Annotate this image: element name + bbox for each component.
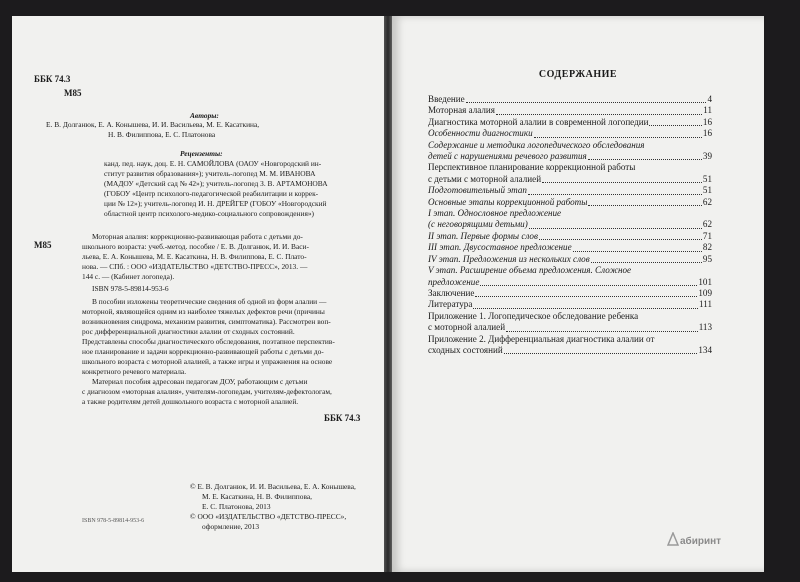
toc-leader	[534, 137, 702, 138]
toc-entry	[428, 94, 712, 105]
bbk-index-top: ББК 74.3	[34, 74, 71, 84]
toc-page-number: 113	[698, 322, 712, 333]
labirint-logo-icon	[667, 532, 679, 546]
toc-page-number: 16	[702, 116, 712, 127]
toc-page-number: 82	[702, 242, 712, 253]
toc-entry	[428, 128, 712, 139]
toc-entry-title: Содержание и методика логопедического обследования	[428, 139, 645, 150]
toc-page-number: 11	[703, 105, 712, 116]
toc-leader	[588, 205, 702, 206]
copyright-line: оформление, 2013	[202, 522, 260, 531]
copyright-line: © ООО «ИЗДАТЕЛЬСТВО «ДЕТСТВО-ПРЕСС»,	[190, 512, 347, 521]
toc-page-number: 111	[699, 299, 712, 310]
toc-page-number: 62	[702, 196, 712, 207]
toc-leader	[649, 125, 701, 126]
toc-entry	[428, 265, 712, 288]
abstract-line: возникновения синдрома, механизм развития, симптоматика). Рассмотрен воп-	[82, 317, 331, 326]
toc-page-number: 39	[702, 151, 712, 162]
toc-entry	[428, 299, 712, 310]
toc-leader	[528, 194, 702, 195]
toc-entry-title: сходных состояний	[428, 344, 503, 355]
toc-page-number: 62	[702, 219, 712, 230]
copyright-line: © Е. В. Долганюк, И. И. Васильева, Е. А. Конышева,	[190, 482, 356, 491]
toc-entry	[428, 140, 712, 163]
toc-entry-title: Основные этапы коррекционной работы	[428, 196, 588, 207]
citation-line: Моторная алалия: коррекционно-развивающая работа с детьми до-	[92, 232, 303, 241]
toc-entry-title: Приложение 2. Дифференциальная диагностика алалии от	[428, 333, 655, 344]
citation-line: нова. — СПб. : ООО «ИЗДАТЕЛЬСТВО «ДЕТСТВО-ПРЕСС», 2013. —	[82, 262, 308, 271]
table-of-contents	[428, 94, 712, 356]
abstract-line: ное планирование и задачи коррекционно-развивающей работы с детьми до-	[82, 347, 324, 356]
authors-line: Е. В. Долганюк, Е. А. Конышева, И. И. Васильева, М. Е. Касаткина,	[46, 120, 260, 129]
toc-entry-title: предложение	[428, 276, 480, 287]
toc-page-number: 51	[702, 173, 712, 184]
isbn: ISBN 978-5-89814-953-6	[92, 284, 169, 293]
abstract-line: рос дифференциальной диагностики алалии от сходных состояний.	[82, 327, 295, 336]
abstract-line: моторной, являющейся одним из наиболее тяжелых дефектов речи (причины	[82, 307, 325, 316]
copyright-line: М. Е. Касаткина, Н. В. Филиппова,	[202, 492, 312, 501]
watermark: абиринт	[680, 536, 722, 547]
toc-entry-title: Литература	[428, 299, 473, 310]
toc-entry-title: Приложение 1. Логопедическое обследование ребенка	[428, 310, 639, 321]
toc-entry	[428, 162, 712, 185]
toc-entry	[428, 254, 712, 265]
abstract-line: школьного возраста с моторной алалией, а также игры и упражнения на основе	[82, 357, 333, 366]
isbn-bottom: ISBN 978-5-89814-953-6	[82, 518, 145, 524]
toc-leader	[542, 182, 702, 183]
toc-leader	[473, 308, 698, 309]
toc-entry	[428, 208, 712, 231]
toc-page-number: 101	[698, 276, 712, 287]
citation-line: 144 с. — (Кабинет логопеда).	[82, 272, 175, 281]
toc-leader	[504, 353, 698, 354]
toc-leader	[496, 114, 702, 115]
toc-entry-title: Диагностика моторной алалии в современной логопедии	[428, 116, 649, 127]
abstract-line: конкретного речевого материала.	[82, 367, 187, 376]
toc-entry-title: с моторной алалией	[428, 322, 506, 333]
toc-entry-title: с детьми с моторной алалией	[428, 173, 542, 184]
toc-entry	[428, 242, 712, 253]
toc-entry-title: Перспективное планирование коррекционной работы	[428, 162, 636, 173]
toc-title: СОДЕРЖАНИЕ	[538, 69, 618, 80]
toc-entry-title: IV этап. Предложения из нескольких слов	[428, 253, 590, 264]
toc-leader	[573, 251, 702, 252]
abstract-line: а также родителям детей дошкольного возраста с моторной алалией.	[82, 397, 299, 406]
toc-leader	[591, 262, 702, 263]
abstract-line: Материал пособия адресован педагогам ДОУ, работающим с детьми	[92, 377, 308, 386]
toc-entry-title: Подготовительный этап	[428, 185, 527, 196]
reviewers-line: (ГОБОУ «Центр психолого-педагогической реабилитации и коррек-	[104, 189, 319, 198]
reviewers-heading: Рецензенты:	[180, 149, 223, 158]
bbk-index-bottom: ББК 74.3	[324, 413, 361, 423]
abstract-line: В пособии изложены теоретические сведения об одной из форм алалии —	[92, 297, 327, 306]
toc-leader	[529, 228, 702, 229]
left-page	[12, 16, 384, 572]
toc-leader	[480, 285, 697, 286]
toc-entry	[428, 231, 712, 242]
toc-leader	[466, 102, 707, 103]
author-mark-top: М85	[64, 88, 82, 98]
reviewers-line: ститут развития образования»); учитель-логопед М. М. ИВАНОВА	[104, 169, 316, 178]
reviewers-line: ции № 12»); учитель-логопед И. Н. ДРЕЙГЕР (ГОБОУ «Новгородский	[104, 199, 327, 208]
toc-page-number: 71	[702, 230, 712, 241]
toc-entry-title: III этап. Двусоставное предложение	[428, 242, 572, 253]
reviewers-line: областной центр психолого-медико-социального сопровождения»)	[104, 209, 315, 218]
toc-entry-title: Введение	[428, 94, 465, 104]
toc-entry	[428, 334, 712, 357]
toc-page-number: 95	[702, 253, 712, 264]
toc-page-number: 4	[707, 94, 712, 104]
reviewers-line: (МАДОУ «Детский сад № 42»); учитель-логопед З. В. АРТАМОНОВА	[104, 179, 328, 188]
toc-entry-title: Особенности диагностики	[428, 128, 533, 139]
authors-line: Н. В. Филиппова, Е. С. Платонова	[108, 130, 216, 139]
toc-entry-title: Моторная алалия	[428, 105, 495, 116]
citation-line: школьного возраста: учеб.-метод. пособие / Е. В. Долганюк, И. И. Васи-	[82, 242, 309, 251]
right-page	[392, 16, 764, 572]
authors-heading: Авторы:	[190, 111, 219, 120]
toc-entry	[428, 197, 712, 208]
toc-entry	[428, 117, 712, 128]
toc-leader	[475, 296, 697, 297]
toc-leader	[539, 239, 702, 240]
reviewers-line: канд. пед. наук, доц. Е. Н. САМОЙЛОВА (ОАОУ «Новгородский ин-	[104, 159, 322, 168]
toc-leader	[588, 159, 702, 160]
toc-page-number: 109	[698, 287, 712, 298]
author-mark: М85	[34, 240, 52, 250]
toc-entry-title: II этап. Первые формы слов	[428, 230, 538, 241]
citation-line: льева, Е. А. Конышева, М. Е. Касаткина, Н. В. Филиппова, Е. С. Плато-	[82, 252, 307, 261]
toc-entry	[428, 105, 712, 116]
abstract-line: с диагнозом «моторная алалия», учителям-логопедам, учителям-дефектологам,	[82, 387, 332, 396]
toc-entry-title: (с неговорящими детьми)	[428, 219, 528, 230]
toc-entry-title: Заключение	[428, 287, 475, 298]
toc-entry	[428, 311, 712, 334]
abstract-line: Представлены способы диагностического обследования, поэтапное перспектив-	[82, 337, 335, 346]
copyright-line: Е. С. Платонова, 2013	[202, 502, 271, 511]
toc-entry-title: детей с нарушениями речевого развития	[428, 151, 587, 162]
toc-entry	[428, 288, 712, 299]
toc-page-number: 134	[698, 344, 712, 355]
toc-entry-title: V этап. Расширение объема предложения. Сложное	[428, 265, 632, 276]
toc-entry	[428, 185, 712, 196]
toc-page-number: 51	[702, 185, 712, 196]
toc-page-number: 16	[702, 128, 712, 139]
toc-leader	[506, 331, 698, 332]
toc-entry-title: I этап. Однословное предложение	[428, 208, 562, 219]
